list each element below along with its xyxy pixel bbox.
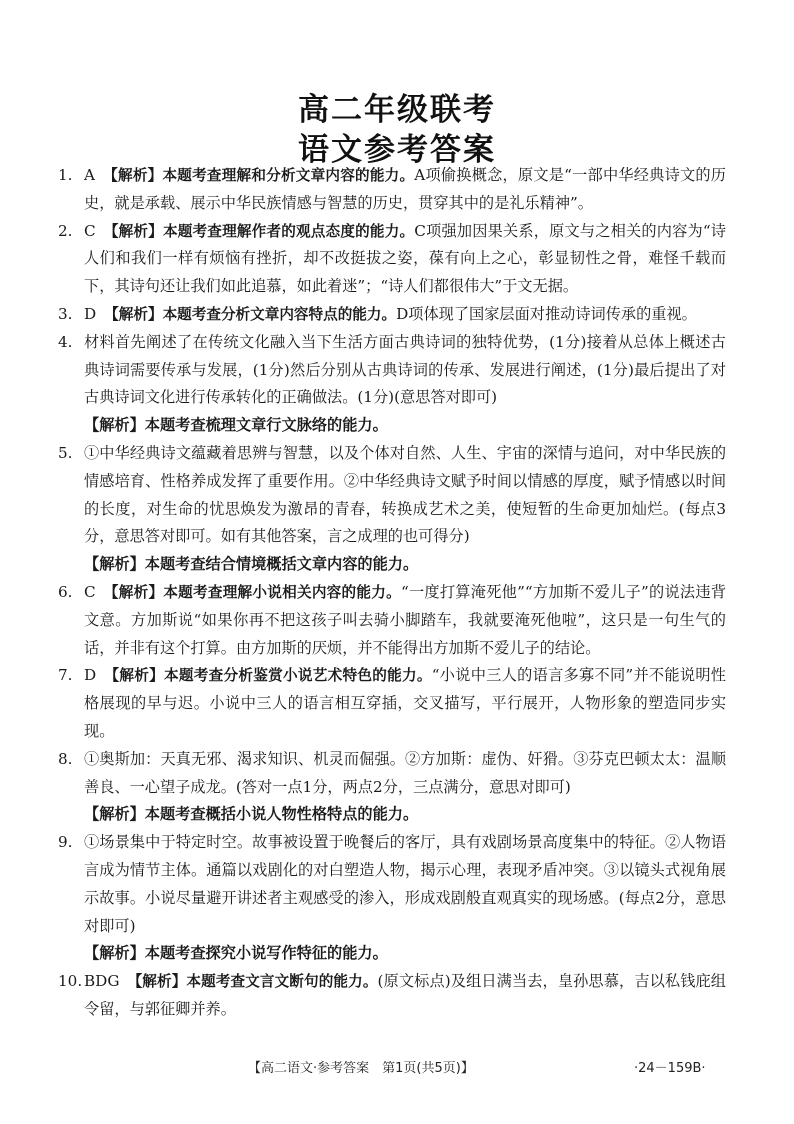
item-text: D项体现了国家层面对推动诗词传承的重视。: [396, 304, 697, 323]
answer-item-1: [58, 162, 726, 218]
item-analysis-tag: 【解析】本题考查分析文章内容特点的能力。: [104, 305, 397, 323]
item-analysis-tag: 【解析】本题考查文言文断句的能力。: [127, 973, 378, 991]
item-analysis-tag: 【解析】本题考查理解小说相关内容的能力。: [103, 583, 401, 601]
item-text: ①奥斯加：天真无邪、渴求知识、机灵而倔强。②方加斯：虚伪、奸猾。③芬克巴顿太太：温顺善良、一心望子成龙。(答对一点1分，两点2分，三点满分，意思对即可): [84, 749, 726, 796]
item-answer: C: [84, 221, 96, 240]
item-text: C项强加因果关系，原文与之相关的内容为“诗人们和我们一样有烦恼有挫折，却不改挺拔之姿，葆有向上之心，彰显韧性之骨，难怪千载而下，其诗句还让我们如此追慕，如此着迷”；“诗人们都很伟大”于文无据。: [84, 221, 726, 296]
answer-item-6: [58, 579, 726, 662]
item-number: 5.: [58, 443, 73, 462]
answer-item-3: [58, 301, 726, 329]
item-answer: C: [84, 582, 96, 601]
answer-item-10: [58, 968, 726, 1024]
item-number: 2.: [58, 221, 73, 240]
answer-item-4: [58, 329, 726, 412]
analysis-note-5: 【解析】本题考查结合情境概括文章内容的能力。: [84, 555, 419, 574]
item-analysis-tag: 【解析】本题考查理解作者的观点态度的能力。: [103, 222, 415, 240]
answer-item-8: [58, 746, 726, 802]
item-analysis-tag: 【解析】本题考查理解和分析文章内容的能力。: [102, 167, 415, 184]
item-number: 6.: [58, 582, 73, 601]
page-title: 高二年级联考: [298, 92, 496, 128]
answer-list: [58, 162, 726, 1024]
item-text: “小说中三人的语言多寡不同”并不能说明性格展现的早与迟。小说中三人的语言相互穿插，交叉描写，平行展开，人物形象的塑造同步实现。: [84, 666, 726, 740]
item-number: 9.: [58, 833, 73, 852]
item-number: 4.: [58, 332, 73, 351]
item-number: 10.: [58, 972, 83, 991]
item-answer: BDG: [84, 972, 120, 991]
analysis-note-4: 【解析】本题考查梳理文章行文脉络的能力。: [84, 416, 388, 435]
item-answer: A: [84, 166, 95, 184]
item-number: 1.: [58, 166, 73, 184]
answer-item-9: [58, 829, 726, 940]
page-subtitle: 语文参考答案: [298, 132, 496, 168]
page-footer: [0, 1053, 794, 1077]
item-text: A项偷换概念，原文是“一部中华经典诗文的历史，就是承载、展示中华民族情感与智慧的历史，贯穿其中的是礼乐精神”。: [84, 166, 726, 212]
item-answer: D: [84, 666, 97, 685]
item-text: (原文标点)及组日满当去，皇孙思慕，吉以私钱庇组令留，与郭征卿并养。: [84, 972, 726, 1018]
item-number: 7.: [58, 666, 73, 685]
footer-page-info: 【高二语文·参考答案 第1页(共5页)】: [248, 1061, 474, 1076]
item-analysis-tag: 【解析】本题考查分析鉴赏小说艺术特色的能力。: [104, 667, 432, 685]
item-text: 材料首先阐述了在传统文化融入当下生活方面古典诗词的独特优势，(1分)接着从总体上概述古典诗词需要传承与发展，(1分)然后分别从古典诗词的传承、发展进行阐述，(1分)最后提出了对古典诗词文化进行传承转化的正确做法。(1分)(意思答对即可): [84, 332, 726, 407]
analysis-note-9: 【解析】本题考查探究小说写作特征的能力。: [84, 944, 388, 963]
answer-item-7: [58, 662, 726, 745]
footer-doc-code: ·24－159B·: [634, 1061, 706, 1076]
item-number: 3.: [58, 304, 73, 323]
analysis-note-8: 【解析】本题考查概括小说人物性格特点的能力。: [84, 805, 419, 824]
item-text: ①中华经典诗文蕴藏着思辨与智慧，以及个体对自然、人生、宇宙的深情与追问，对中华民族的情感培育、性格养成发挥了重要作用。②中华经典诗文赋予时间以情感的厚度，赋予情感以时间的长度，对生命的忧思焕发为激昂的青春，转换成艺术之美，使短暂的生命更加灿烂。(每点3分，意思答对即可。如有其他答案，言之成理的也可得分): [84, 443, 726, 546]
answer-item-5: [58, 440, 726, 551]
item-number: 8.: [58, 749, 73, 768]
item-answer: D: [84, 304, 97, 323]
answer-item-2: [58, 218, 726, 301]
item-text: ①场景集中于特定时空。故事被设置于晚餐后的客厅，具有戏剧场景高度集中的特征。②人物语言成为情节主体。通篇以戏剧化的对白塑造人物，揭示心理，表现矛盾冲突。③以镜头式视角展示故事。小说尽量避开讲述者主观感受的渗入，形成戏剧般直观真实的现场感。(每点2分，意思对即可): [84, 833, 726, 935]
item-text: “一度打算淹死他”“方加斯不爱儿子”的说法违背文意。方加斯说“如果你再不把这孩子叫去骑小脚踏车，我就要淹死他啦”，这只是一句生气的话，并非有这个打算。由方加斯的厌烦，并不能得出方加斯不爱儿子的结论。: [84, 582, 726, 657]
